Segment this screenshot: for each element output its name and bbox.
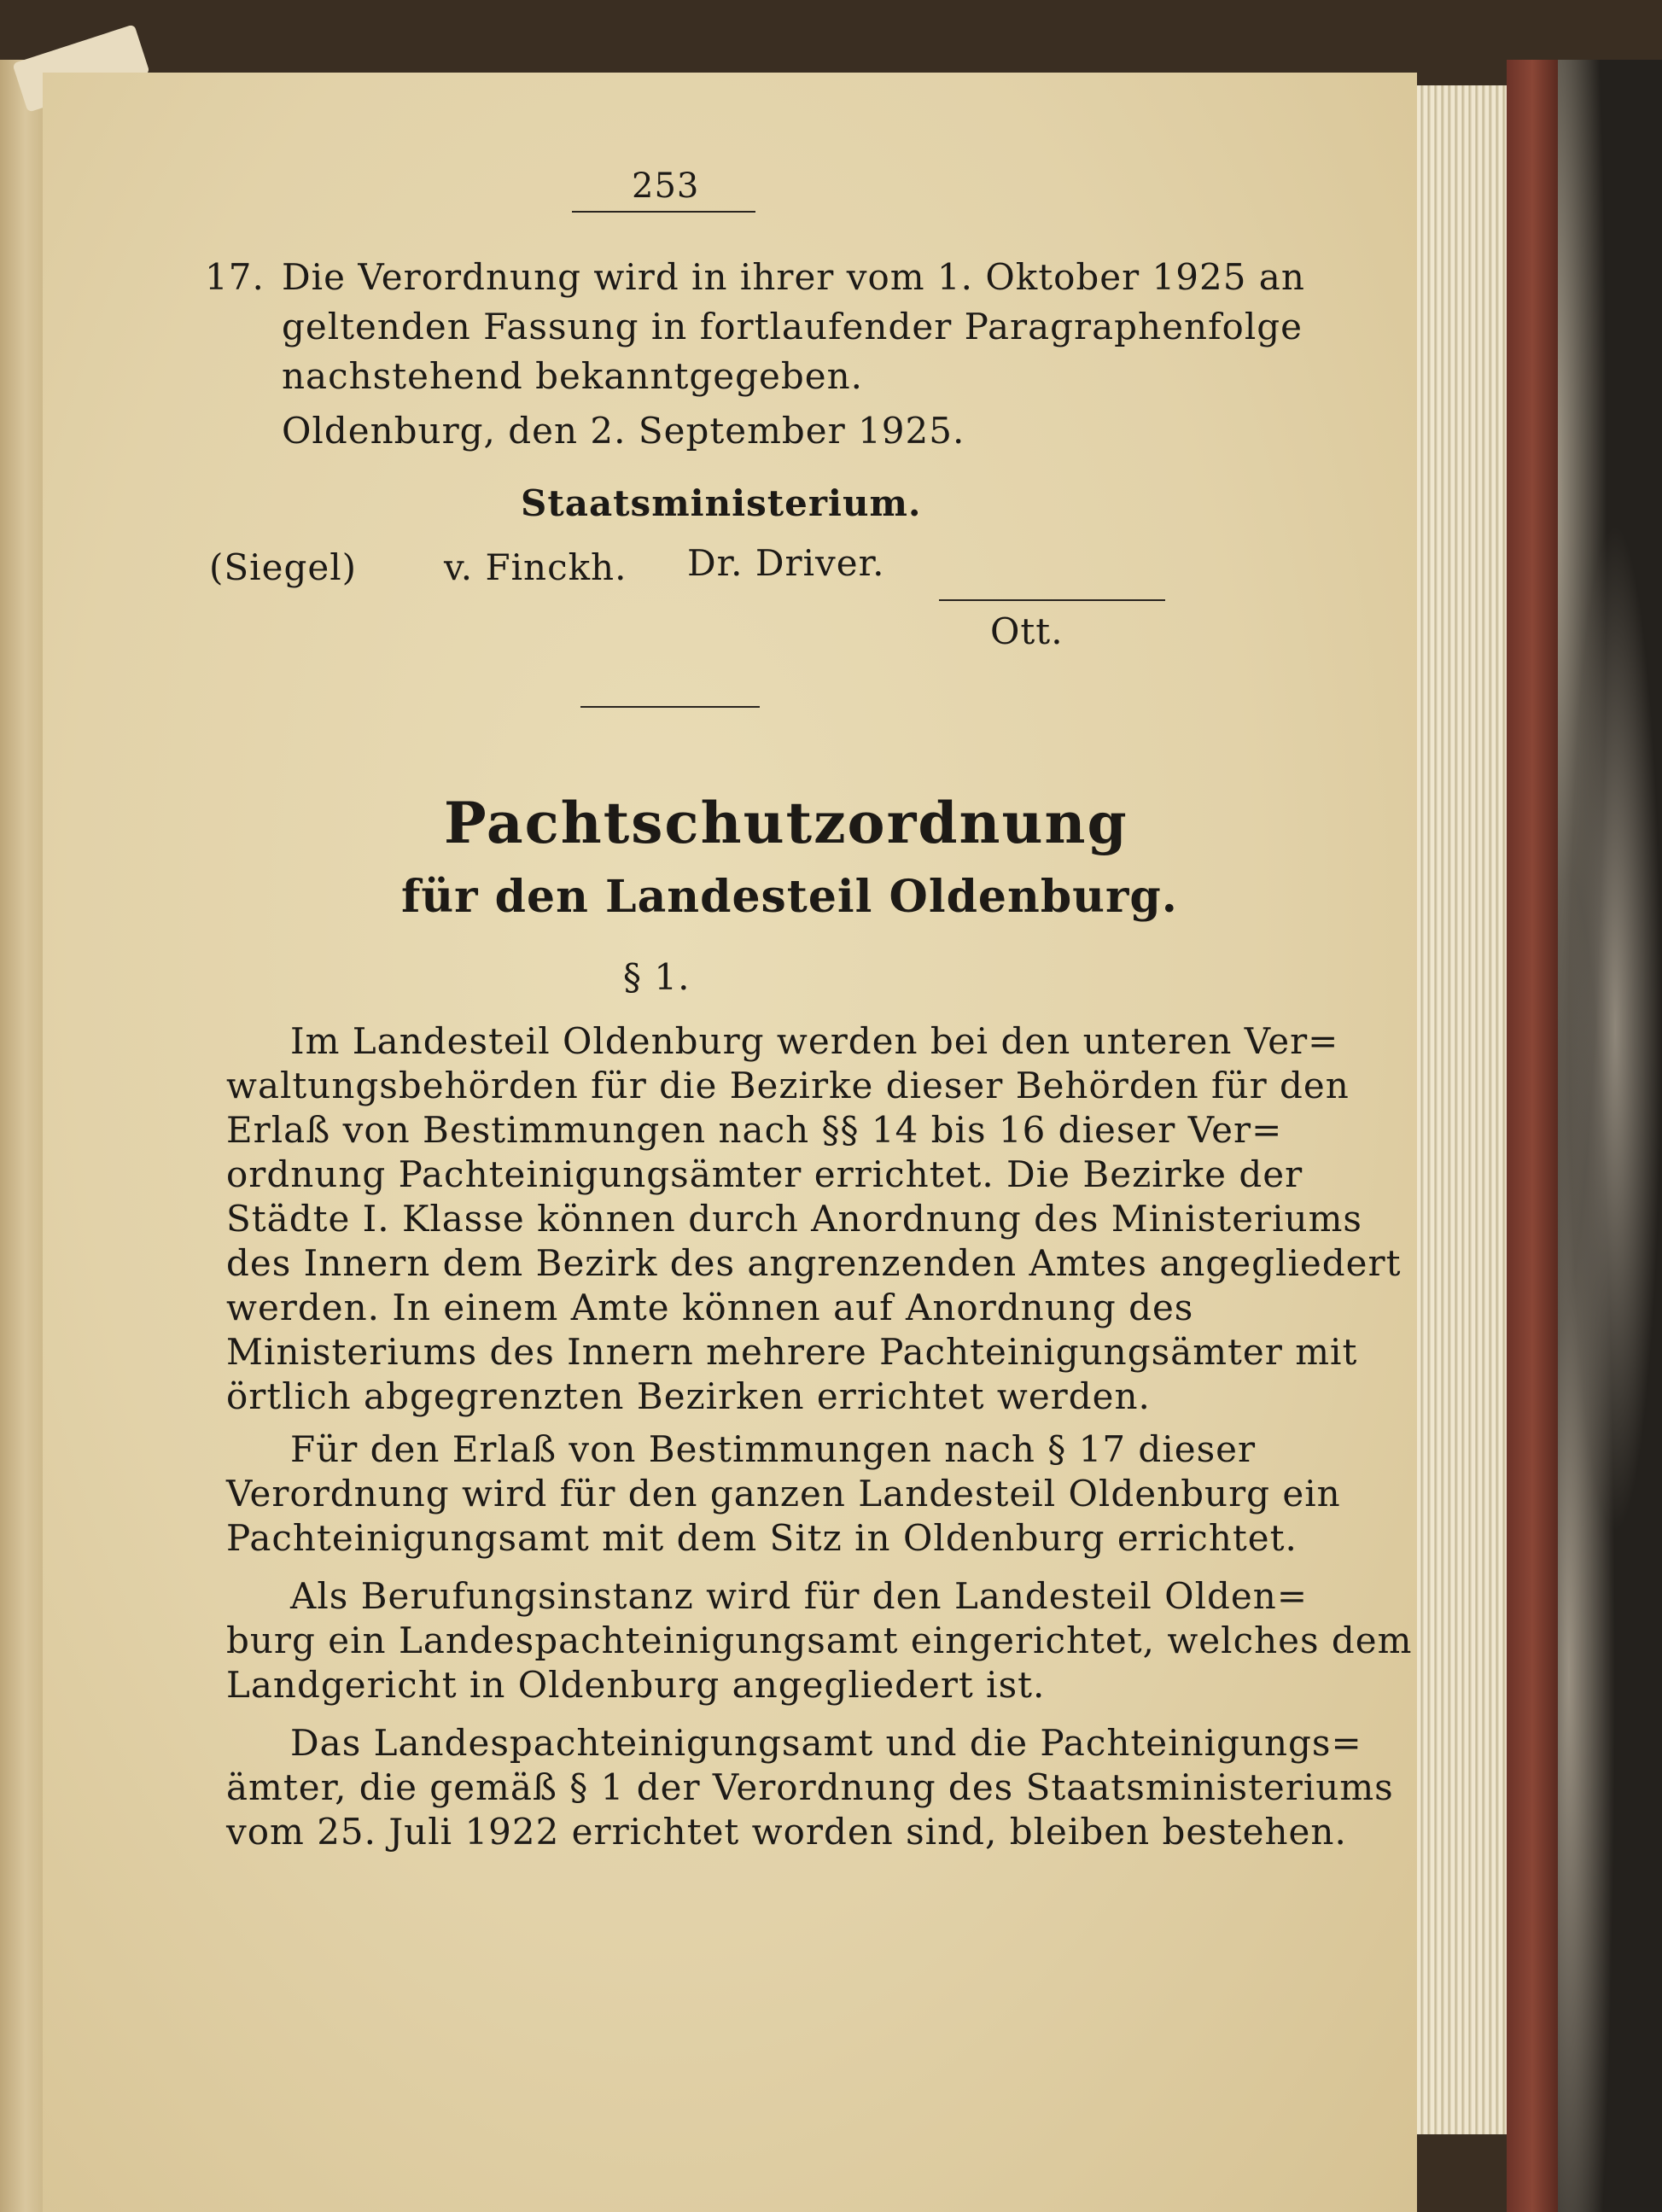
- p1-line-1: Im Landesteil Oldenburg werden bei den unteren Ver=: [290, 1020, 1339, 1062]
- item17-line-2: geltenden Fassung in fortlaufender Paragraphenfolge: [282, 306, 1303, 347]
- p2-line-3: Pachteinigungsamt mit dem Sitz in Oldenburg errichtet.: [226, 1517, 1298, 1559]
- ordinance-title: Pachtschutzordnung: [444, 790, 1128, 856]
- p4-line-1: Das Landespachteinigungsamt und die Pachteinigungs=: [290, 1722, 1362, 1764]
- seal-label: (Siegel): [209, 546, 358, 588]
- left-page-edge: [0, 60, 43, 2212]
- page-edges: [1417, 85, 1507, 2134]
- signature-driver: Dr. Driver.: [687, 542, 885, 584]
- leather-spine: [1507, 60, 1558, 2212]
- place-date: Oldenburg, den 2. September 1925.: [282, 410, 965, 452]
- p1-line-6: des Innern dem Bezirk des angrenzenden Amtes angegliedert: [226, 1242, 1402, 1284]
- book-page: [43, 73, 1417, 2212]
- countersign-rule: [939, 599, 1165, 601]
- item17-line-1: Die Verordnung wird in ihrer vom 1. Oktober 1925 an: [282, 256, 1305, 298]
- p3-line-3: Landgericht in Oldenburg angegliedert ist.: [226, 1664, 1046, 1706]
- p4-line-3: vom 25. Juli 1922 errichtet worden sind, bleiben bestehen.: [226, 1811, 1347, 1853]
- p1-line-8: Ministeriums des Innern mehrere Pachteinigungsämter mit: [226, 1331, 1358, 1373]
- authority: Staatsministerium.: [521, 482, 922, 524]
- item17-line-3: nachstehend bekanntgegeben.: [282, 355, 863, 397]
- signature-finckh: v. Finckh.: [444, 546, 627, 588]
- p1-line-3: Erlaß von Bestimmungen nach §§ 14 bis 16 dieser Ver=: [226, 1109, 1283, 1151]
- page-number: 253: [632, 166, 700, 206]
- section-divider: [580, 706, 760, 708]
- p1-line-9: örtlich abgegrenzten Bezirken errichtet werden.: [226, 1375, 1151, 1417]
- p2-line-2: Verordnung wird für den ganzen Landesteil Oldenburg ein: [226, 1473, 1341, 1515]
- p3-line-2: burg ein Landespachteinigungsamt eingerichtet, welches dem: [226, 1620, 1413, 1661]
- item-number: 17.: [205, 256, 265, 298]
- ordinance-subtitle: für den Landesteil Oldenburg.: [401, 871, 1178, 923]
- p1-line-7: werden. In einem Amte können auf Anordnung des: [226, 1287, 1194, 1328]
- p4-line-2: ämter, die gemäß § 1 der Verordnung des Staatsministeriums: [226, 1766, 1394, 1808]
- p1-line-2: waltungsbehörden für die Bezirke dieser Behörden für den: [226, 1065, 1350, 1106]
- p2-line-1: Für den Erlaß von Bestimmungen nach § 17 dieser: [290, 1428, 1257, 1470]
- section-heading: § 1.: [623, 956, 691, 998]
- p3-line-1: Als Berufungsinstanz wird für den Landesteil Olden=: [290, 1575, 1309, 1617]
- header-rule: [572, 211, 755, 213]
- p1-line-5: Städte I. Klasse können durch Anordnung des Ministeriums: [226, 1198, 1362, 1240]
- p1-line-4: ordnung Pachteinigungsämter errichtet. Die Bezirke der: [226, 1153, 1303, 1195]
- countersign: Ott.: [990, 610, 1064, 652]
